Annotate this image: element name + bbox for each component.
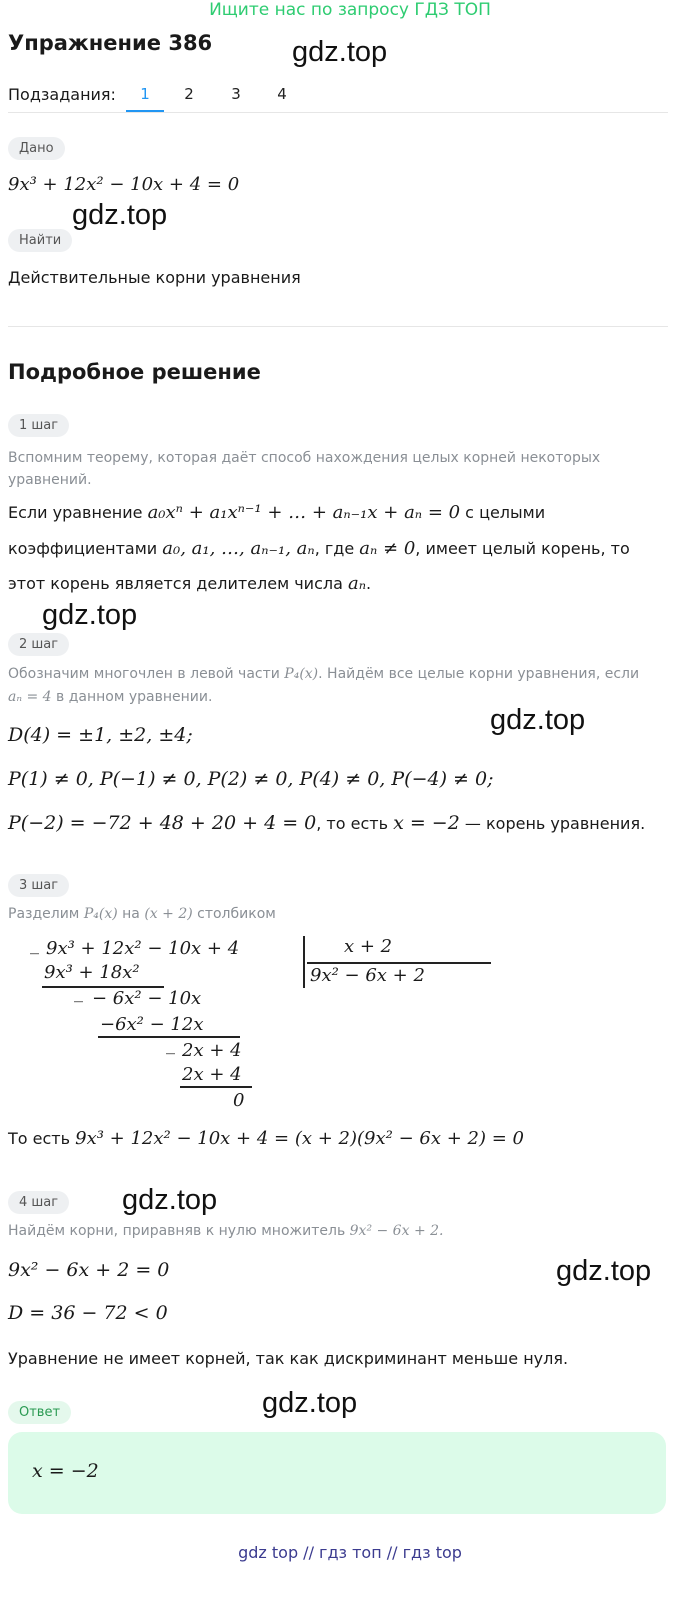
solution-title: Подробное решение (8, 360, 261, 384)
division-dividend: 9x³ + 12x² − 10x + 4 (46, 938, 240, 959)
division-subtract-3: 2x + 4 (182, 1064, 242, 1085)
step-3-hint: Разделим P₄(x) на (x + 2) столбиком (8, 906, 276, 922)
tab-subtask-2[interactable]: 2 (184, 85, 194, 103)
step-2-hint-2: aₙ = 4 в данном уравнении. (8, 689, 213, 705)
division-divisor: x + 2 (344, 936, 393, 957)
division-subtract-1: 9x³ + 18x² (44, 962, 140, 983)
given-equation: 9x³ + 12x² − 10x + 4 = 0 (8, 174, 240, 195)
answer-value: x = −2 (32, 1460, 99, 1482)
watermark: gdz.top (42, 599, 138, 631)
step-4-equation: 9x² − 6x + 2 = 0 (8, 1259, 170, 1281)
step-1-line-1: Если уравнение a₀xⁿ + a₁xⁿ⁻¹ + … + aₙ₋₁x + aₙ = 0 с целыми (8, 502, 546, 523)
division-minus: _ (166, 1034, 175, 1055)
watermark: gdz.top (122, 1184, 218, 1216)
step-4-conclusion: Уравнение не имеет корней, так как дискриминант меньше нуля. (8, 1349, 569, 1368)
step-3-result: То есть 9x³ + 12x² − 10x + 4 = (x + 2)(9x² − 6x + 2) = 0 (8, 1128, 524, 1149)
step-2-checks: P(1) ≠ 0, P(−1) ≠ 0, P(2) ≠ 0, P(4) ≠ 0, P(−4) ≠ 0; (8, 768, 494, 790)
page-title: Упражнение 386 (8, 31, 213, 55)
find-badge: Найти (8, 229, 72, 252)
given-badge: Дано (8, 137, 65, 160)
step-2-hint: Обозначим многочлен в левой части P₄(x). Найдём все целые корни уравнения, если (8, 666, 640, 682)
step-3-badge: 3 шаг (8, 874, 69, 897)
division-remainder-1: − 6x² − 10x (92, 988, 202, 1009)
step-1-line-3: этот корень является делителем числа aₙ. (8, 573, 372, 594)
step-4-badge: 4 шаг (8, 1191, 69, 1214)
watermark: gdz.top (262, 1387, 358, 1419)
tab-subtask-1[interactable]: 1 (140, 85, 150, 103)
division-minus: _ (74, 982, 83, 1003)
step-1-line-2: коэффициентами a₀, a₁, …, aₙ₋₁, aₙ, где aₙ ≠ 0, имеет целый корень, то (8, 538, 630, 559)
division-minus: _ (30, 934, 39, 955)
tab-subtask-3[interactable]: 3 (231, 85, 241, 103)
division-remainder-2: 2x + 4 (182, 1040, 242, 1061)
step-2-divisors: D(4) = ±1, ±2, ±4; (8, 724, 193, 746)
division-vertical-bar (303, 936, 305, 988)
step-2-root: P(−2) = −72 + 48 + 20 + 4 = 0, то есть x = −2 — корень уравнения. (8, 812, 646, 834)
division-subtract-2: −6x² − 12x (100, 1014, 204, 1035)
answer-badge: Ответ (8, 1401, 71, 1424)
watermark: gdz.top (72, 199, 168, 231)
division-line-3 (180, 1086, 252, 1088)
watermark: gdz.top (292, 36, 388, 68)
answer-box (8, 1432, 666, 1514)
step-1-badge: 1 шаг (8, 414, 69, 437)
watermark: gdz.top (556, 1255, 652, 1287)
divider (8, 112, 668, 113)
division-quotient: 9x² − 6x + 2 (310, 965, 425, 986)
watermark: gdz.top (490, 704, 586, 736)
division-remainder-3: 0 (233, 1090, 245, 1111)
find-text: Действительные корни уравнения (8, 268, 301, 287)
step-1-hint: Вспомним теорему, которая даёт способ нахождения целых корней некоторых уравнений. (8, 450, 601, 488)
tab-subtask-4[interactable]: 4 (277, 85, 287, 103)
search-banner: Ищите нас по запросу ГДЗ ТОП (209, 0, 491, 20)
step-4-discriminant: D = 36 − 72 < 0 (8, 1302, 168, 1324)
divider (8, 326, 668, 327)
step-2-badge: 2 шаг (8, 633, 69, 656)
step-4-hint: Найдём корни, приравняв к нулю множитель 9x² − 6x + 2. (8, 1223, 444, 1239)
footer-links[interactable]: gdz top // гдз топ // гдз top (238, 1543, 462, 1562)
subtasks-label: Подзадания: (8, 85, 116, 104)
division-divisor-line (307, 962, 491, 964)
